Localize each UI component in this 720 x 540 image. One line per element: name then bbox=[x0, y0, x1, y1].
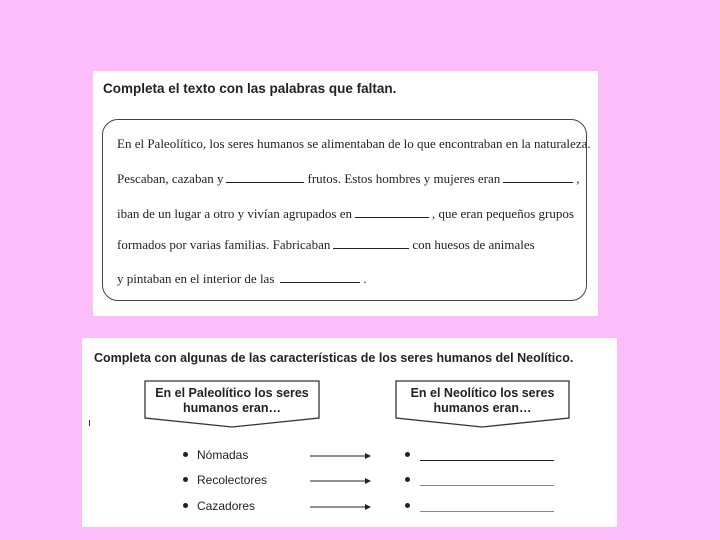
right-arrow-icon bbox=[310, 451, 372, 461]
bullet-icon bbox=[183, 477, 188, 482]
blank-field[interactable] bbox=[333, 247, 409, 249]
text-line-4 bbox=[117, 237, 535, 253]
bullet-icon bbox=[405, 477, 410, 482]
blank-field[interactable] bbox=[226, 181, 304, 183]
text-line-3 bbox=[117, 206, 574, 222]
right-arrow-icon bbox=[310, 476, 372, 486]
text-segment: frutos. Estos hombres y mujeres eran bbox=[307, 171, 501, 186]
text-segment: , bbox=[576, 171, 580, 186]
exercise-1-card bbox=[93, 71, 598, 316]
text-line-2 bbox=[117, 171, 580, 187]
paleolithic-trait: Recolectores bbox=[197, 473, 268, 487]
blank-field[interactable] bbox=[280, 281, 360, 283]
fill-in-text-box bbox=[102, 119, 591, 301]
bullet-icon bbox=[183, 452, 188, 457]
bullet-icon bbox=[183, 503, 188, 508]
text-segment: y pintaban en el interior de las bbox=[117, 271, 275, 286]
neolithic-header-label: En el Neolítico los seres humanos eran… bbox=[410, 386, 555, 415]
exercise-2-title: Completa con algunas de las características de los seres humanos del Neolítico. bbox=[94, 351, 574, 365]
text-segment: formados por varias familias. Fabricaban bbox=[117, 237, 331, 252]
answer-blank[interactable] bbox=[420, 460, 554, 461]
blank-field[interactable] bbox=[355, 216, 429, 218]
list-item bbox=[82, 448, 617, 464]
text-segment: , que eran pequeños grupos bbox=[432, 206, 574, 221]
answer-blank[interactable] bbox=[420, 485, 554, 486]
list-item bbox=[82, 473, 617, 489]
text-line-1 bbox=[117, 136, 591, 152]
paleolithic-trait: Nómadas bbox=[197, 448, 249, 462]
bullet-icon bbox=[405, 452, 410, 457]
list-item bbox=[82, 499, 617, 515]
exercise-2-card bbox=[82, 338, 617, 527]
text-segment: iban de un lugar a otro y vivían agrupados en bbox=[117, 206, 353, 221]
text-segment: con huesos de animales bbox=[412, 237, 535, 252]
text-segment: . bbox=[363, 271, 367, 286]
stray-mark bbox=[89, 420, 90, 426]
paleolithic-header-box bbox=[144, 380, 320, 428]
right-arrow-icon bbox=[310, 502, 372, 512]
paleolithic-header-label: En el Paleolítico los seres humanos eran… bbox=[155, 386, 309, 415]
neolithic-header-box bbox=[395, 380, 570, 428]
exercise-1-title: Completa el texto con las palabras que faltan. bbox=[103, 81, 397, 96]
text-segment: Pescaban, cazaban y bbox=[117, 171, 224, 186]
paleolithic-trait: Cazadores bbox=[197, 499, 256, 513]
text-segment: En el Paleolítico, los seres humanos se alimentaban de lo que encontraban en la naturaleza. bbox=[117, 136, 591, 151]
bullet-icon bbox=[405, 503, 410, 508]
answer-blank[interactable] bbox=[420, 511, 554, 512]
blank-field[interactable] bbox=[503, 181, 573, 183]
text-line-5 bbox=[117, 271, 367, 287]
